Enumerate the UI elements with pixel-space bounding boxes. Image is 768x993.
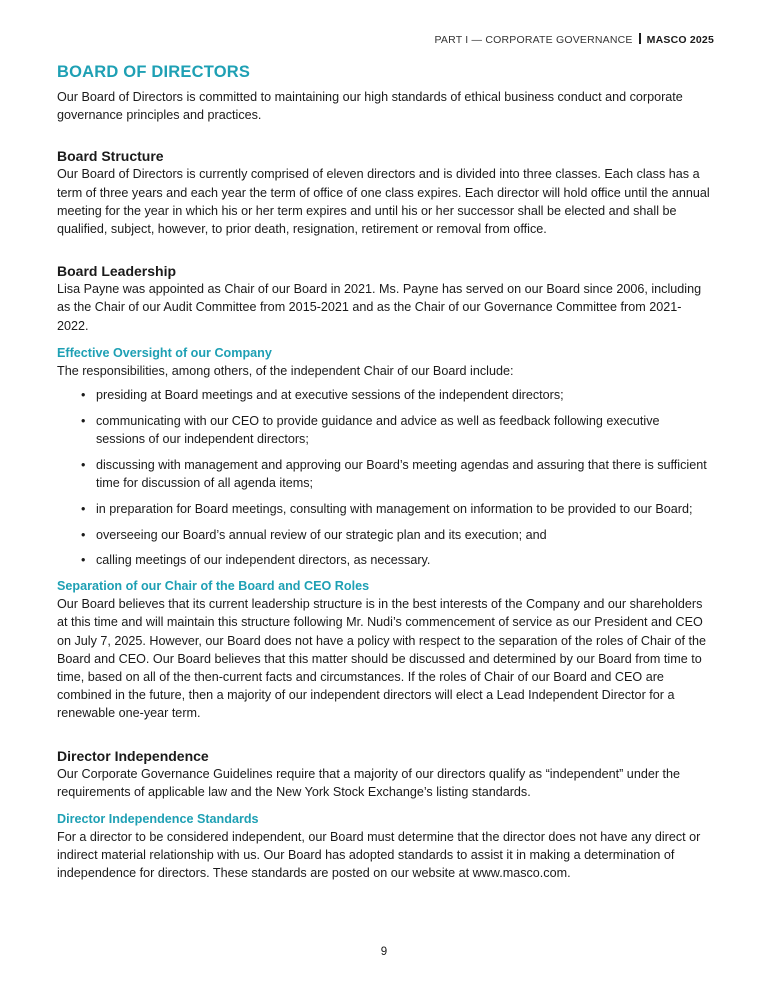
header-divider bbox=[639, 33, 641, 44]
separation-heading: Separation of our Chair of the Board and CEO Roles bbox=[57, 579, 370, 594]
bullet-item: • communicating with our CEO to provide guidance and advice as well as feedback following executive sessions of our independent directors; bbox=[81, 413, 660, 447]
oversight-heading: Effective Oversight of our Company bbox=[57, 345, 272, 360]
header-section: PART I — CORPORATE GOVERNANCE bbox=[434, 34, 633, 46]
header-brand: MASCO 2025 bbox=[646, 34, 714, 46]
bullet-icon: • bbox=[81, 388, 86, 403]
oversight-text: The responsibilities, among others, of the independent Chair of our Board include: bbox=[57, 363, 514, 378]
separation-text: Our Board believes that its current leadership structure is in the best interests of the Company and our shareholders at this time and will maintain this structure following Mr. Nudi’s commencement of service as our President and CEO on July 7, 2025. However, our Board does not have a policy with respect to the separation of the roles of Chair of the Board and CEO. Our Board believes that this matter should be discussed and determined by our Board from time to time, based on all of the then-current facts and circumstances. If the roles of Chair of our Board and CEO are combined in the future, then a majority of our independent directors will elect a Lead Independent Director for a renewable one-year term. bbox=[57, 597, 706, 721]
independence-standards-heading: Director Independence Standards bbox=[57, 812, 259, 827]
bullet-icon: • bbox=[81, 501, 86, 516]
bullet-item: • in preparation for Board meetings, consulting with management on information to be provided to our Board; bbox=[57, 500, 712, 518]
bullet-item: • discussing with management and approving our Board’s meeting agendas and assuring that there is sufficient time for discussion of all agenda items; bbox=[81, 457, 707, 491]
page-content bbox=[57, 62, 712, 883]
oversight-bullet-list bbox=[57, 386, 712, 570]
bullet-icon: • bbox=[81, 457, 86, 472]
page-number: 9 bbox=[380, 946, 388, 958]
bullet-item: • overseeing our Board’s annual review of our strategic plan and its execution; and bbox=[57, 526, 712, 544]
bullet-icon: • bbox=[81, 413, 86, 428]
bullet-icon: • bbox=[81, 527, 86, 542]
director-independence-heading: Director Independence bbox=[57, 747, 209, 764]
board-leadership-heading: Board Leadership bbox=[57, 263, 177, 280]
page-title: BOARD OF DIRECTORS bbox=[57, 63, 251, 81]
bullet-item: • calling meetings of our independent directors, as necessary. bbox=[57, 551, 712, 569]
intro-paragraph: Our Board of Directors is committed to maintaining our high standards of ethical business conduct and corporate governance principles and practices. bbox=[57, 90, 683, 123]
independence-standards-text: For a director to be considered independent, our Board must determine that the director does not have any direct or indirect material relationship with us. Our Board has adopted standards to assist it in making a determination of independence for directors. These standards are posted on our website at www.masco.com. bbox=[57, 830, 701, 881]
board-structure-heading: Board Structure bbox=[57, 148, 164, 165]
bullet-item: • presiding at Board meetings and at executive sessions of the independent directors; bbox=[57, 386, 712, 404]
running-header bbox=[435, 33, 715, 46]
bullet-icon: • bbox=[81, 553, 86, 568]
director-independence-text: Our Corporate Governance Guidelines require that a majority of our directors qualify as “independent” under the requirements of applicable law and the New York Stock Exchange’s listing standards. bbox=[57, 766, 681, 799]
board-structure-text: Our Board of Directors is currently comprised of eleven directors and is divided into three classes. Each class has a term of three years and each year the term of office of one class expires. Each director will hold office until the annual meeting for the year in which his or her term expires and until his or her successor shall be elected and shall be qualified, subject, however, to prior death, resignation, retirement or removal from office. bbox=[57, 167, 710, 237]
board-leadership-text: Lisa Payne was appointed as Chair of our Board in 2021. Ms. Payne has served on our Board since 2006, including as the Chair of our Audit Committee from 2015-2021 and as the Chair of our Governance Committee from 2021-2022. bbox=[57, 282, 702, 333]
